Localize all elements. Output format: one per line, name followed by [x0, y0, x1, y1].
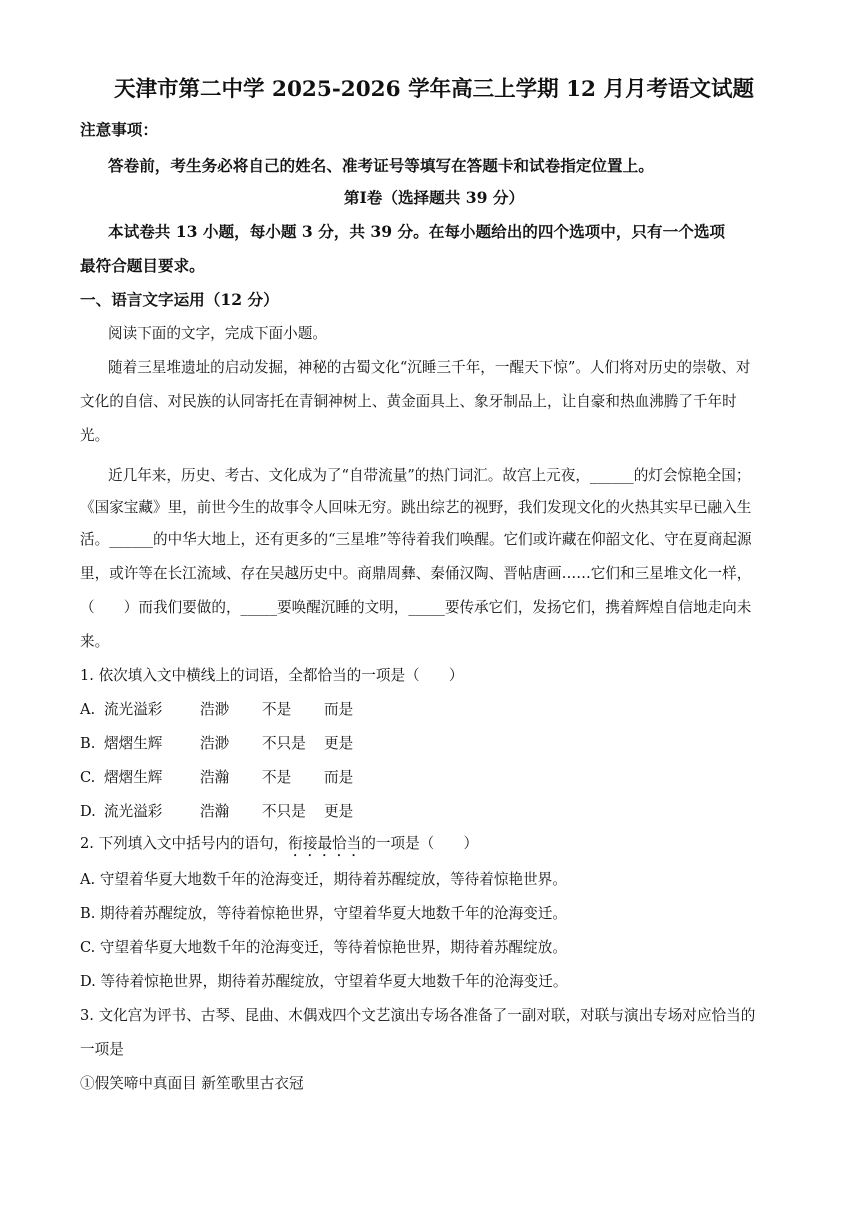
option-word: 不只是: [262, 735, 306, 752]
q2-option: B. 期待着苏醒绽放，等待着惊艳世界，守望着华夏大地数千年的沧海变迁。: [80, 905, 568, 922]
option-word: 更是: [324, 803, 354, 820]
q1-option: [80, 700, 792, 720]
q2-stem-emphasis: 衔接最恰当: [288, 835, 362, 852]
option-word: 浩渺: [200, 735, 230, 752]
option-key: A.: [80, 701, 96, 718]
q3-stem-line: 一项是: [80, 1041, 124, 1058]
q3-stem-line: 3. 文化宫为评书、古琴、昆曲、木偶戏四个文艺演出专场各准备了一副对联，对联与演出专场对应恰当的: [80, 1007, 756, 1024]
passage-line: 随着三星堆遗址的启动发掘，神秘的古蜀文化“沉睡三千年，一醒天下惊”。人们将对历史的崇敬、对: [108, 359, 751, 376]
option-word: 流光溢彩: [104, 701, 163, 718]
passage-line: 活。______的中华大地上，还有更多的“三星堆”等待着我们唤醒。它们或许藏在仰韶文化、守在夏商起源: [80, 531, 752, 548]
notice-heading: 注意事项：: [80, 120, 158, 139]
option-word: 更是: [324, 735, 354, 752]
part1-intro-line: 本试卷共 13 小题，每小题 3 分，共 39 分。在每小题给出的四个选项中，只有一个选项: [108, 222, 726, 241]
passage-line: 光。: [80, 427, 110, 444]
passage-line: 文化的自信、对民族的认同寄托在青铜神树上、黄金面具上、象牙制品上，让自豪和热血沸腾了千年时: [80, 393, 737, 410]
option-key: C.: [80, 769, 96, 786]
option-word: 流光溢彩: [104, 803, 163, 820]
passage-line: 来。: [80, 633, 110, 650]
part1-heading: 第Ⅰ卷（选择题共 39 分）: [343, 188, 525, 207]
q3-couplet: ①假笑啼中真面目 新笙歌里古衣冠: [80, 1075, 304, 1092]
option-key: D.: [80, 803, 96, 820]
part1-intro-line: 最符合题目要求。: [80, 256, 205, 275]
option-word: 而是: [324, 701, 354, 718]
option-word: 熠熠生辉: [104, 769, 163, 786]
option-word: 不是: [262, 769, 292, 786]
passage-line: （ ）而我们要做的，_____要唤醒沉睡的文明，_____要传承它们，发扬它们，携着辉煌自信地走向未: [80, 599, 752, 616]
option-word: 而是: [324, 769, 354, 786]
option-word: 浩瀚: [200, 803, 230, 820]
option-word: 不只是: [262, 803, 306, 820]
passage-line: 近几年来，历史、考古、文化成为了“自带流量”的热门词汇。故宫上元夜，______的灯会惊艳全国；: [108, 467, 751, 484]
option-word: 浩瀚: [200, 769, 230, 786]
option-word: 熠熠生辉: [104, 735, 163, 752]
q2-option: A. 守望着华夏大地数千年的沧海变迁，期待着苏醒绽放，等待着惊艳世界。: [80, 871, 567, 888]
passage-line: 里，或许等在长江流域、存在吴越历史中。商鼎周彝、秦俑汉陶、晋帖唐画……它们和三星堆文化一样，: [80, 565, 752, 582]
q1-option: [80, 734, 792, 754]
exam-title: 天津市第二中学 2025-2026 学年高三上学期 12 月月考语文试题: [114, 77, 754, 102]
q1-option: [80, 802, 792, 822]
q2-option: C. 守望着华夏大地数千年的沧海变迁，等待着惊艳世界，期待着苏醒绽放。: [80, 939, 567, 956]
option-word: 不是: [262, 701, 292, 718]
passage-line: 《国家宝藏》里，前世今生的故事令人回味无穷。跳出综艺的视野，我们发现文化的火热其实早已融入生: [80, 499, 752, 516]
section1-heading: 一、语言文字运用（12 分）: [80, 290, 279, 309]
q1-stem: 1. 依次填入文中横线上的词语，全都恰当的一项是（ ）: [80, 667, 464, 684]
notice-text: 答卷前，考生务必将自己的姓名、准考证号等填写在答题卡和试卷指定位置上。: [108, 156, 654, 175]
q2-stem-part: 2. 下列填入文中括号内的语句，: [80, 835, 289, 852]
q2-stem-part: 的一项是（ ）: [361, 835, 479, 852]
q2-option: D. 等待着惊艳世界，期待着苏醒绽放，守望着华夏大地数千年的沧海变迁。: [80, 973, 568, 990]
option-key: B.: [80, 735, 96, 752]
q1-option: [80, 768, 792, 788]
q2-stem: [80, 834, 792, 860]
option-word: 浩渺: [200, 701, 230, 718]
reading-instruction: 阅读下面的文字，完成下面小题。: [108, 325, 327, 342]
